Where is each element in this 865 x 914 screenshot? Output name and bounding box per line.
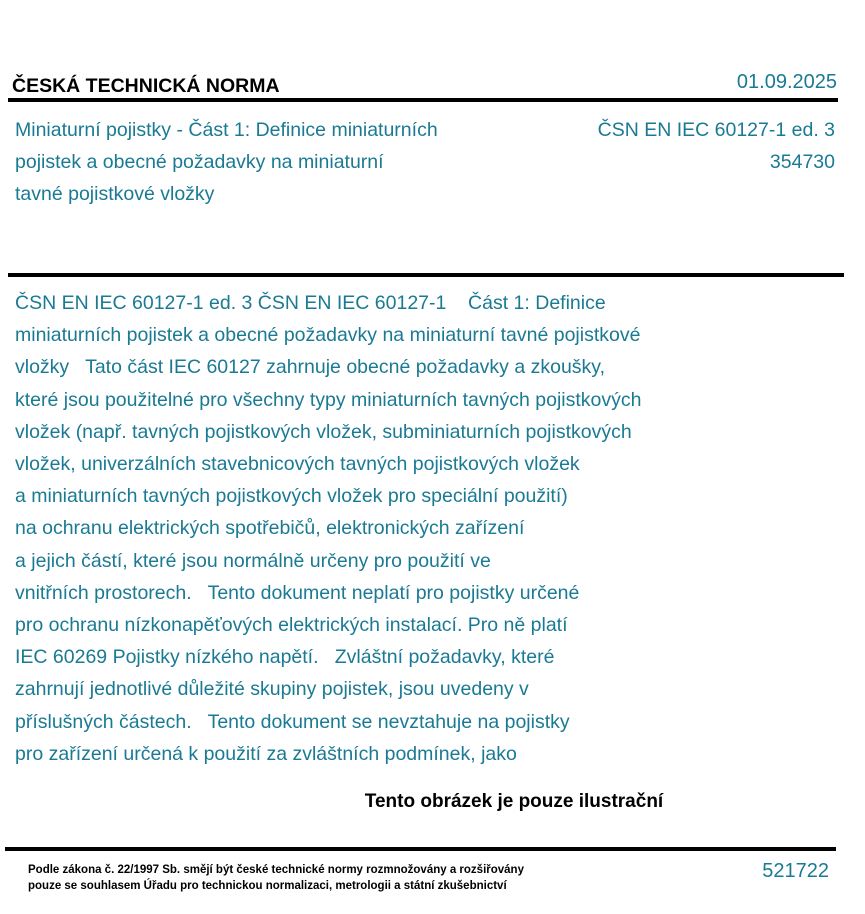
document-title: [15, 114, 535, 210]
document-identifiers: [598, 114, 835, 178]
class-number: 354730: [769, 151, 835, 173]
abstract-line: pro zařízení určená k použití za zvláštních podmínek, jako: [15, 742, 517, 765]
legal-note-line: Podle zákona č. 22/1997 Sb. smějí být české technické normy rozmnožovány a rozšiřovány: [28, 864, 524, 876]
abstract-line: pro ochranu nízkonapěťových elektrických instalací. Pro ně platí: [15, 614, 568, 637]
abstract-line: zahrnují jednotlivé důležité skupiny pojistek, jsou uvedeny v: [15, 678, 529, 701]
legal-note-line: pouze se souhlasem Úřadu pro technickou normalizaci, metrologii a státní zkušebnictví: [28, 880, 507, 892]
abstract-line: vložky Tato část IEC 60127 zahrnuje obecné požadavky a zkoušky,: [15, 356, 606, 379]
issue-date: 01.09.2025: [736, 71, 837, 93]
catalog-number: 521722: [762, 860, 829, 882]
standard-id: ČSN EN IEC 60127-1 ed. 3: [597, 119, 835, 141]
middle-rule: [8, 273, 844, 277]
illustration-note: Tento obrázek je pouze ilustrační: [364, 791, 664, 812]
abstract-line: IEC 60269 Pojistky nízkého napětí. Zvláštní požadavky, které: [15, 646, 555, 669]
abstract-line: příslušných částech. Tento dokument se nevztahuje na pojistky: [15, 710, 570, 733]
abstract-line: ČSN EN IEC 60127-1 ed. 3 ČSN EN IEC 60127-1 Část 1: Definice: [15, 292, 606, 314]
abstract-line: vnitřních prostorech. Tento dokument neplatí pro pojistky určené: [15, 581, 580, 604]
abstract: [15, 287, 775, 770]
document-title-line: Miniaturní pojistky - Část 1: Definice miniaturních: [15, 119, 438, 141]
abstract-line: vložek (např. tavných pojistkových vložek, subminiaturních pojistkových: [15, 420, 632, 443]
bottom-rule: [5, 847, 836, 851]
abstract-line: a miniaturních tavných pojistkových vložek pro speciální použití): [15, 485, 568, 508]
legal-note: [28, 862, 524, 894]
abstract-line: které jsou použitelné pro všechny typy miniaturních tavných pojistkových: [15, 388, 642, 411]
document-title-line: pojistek a obecné požadavky na miniaturní: [15, 151, 384, 173]
abstract-line: na ochranu elektrických spotřebičů, elektronických zařízení: [15, 517, 525, 540]
document-title-line: tavné pojistkové vložky: [15, 183, 215, 205]
abstract-line: vložek, univerzálních stavebnicových tavných pojistkových vložek: [15, 453, 580, 476]
abstract-line: miniaturních pojistek a obecné požadavky na miniaturní tavné pojistkové: [15, 324, 641, 347]
abstract-line: a jejich částí, které jsou normálně určeny pro použití ve: [15, 549, 491, 572]
top-rule: [8, 98, 838, 102]
org-title: ČESKÁ TECHNICKÁ NORMA: [12, 75, 280, 97]
